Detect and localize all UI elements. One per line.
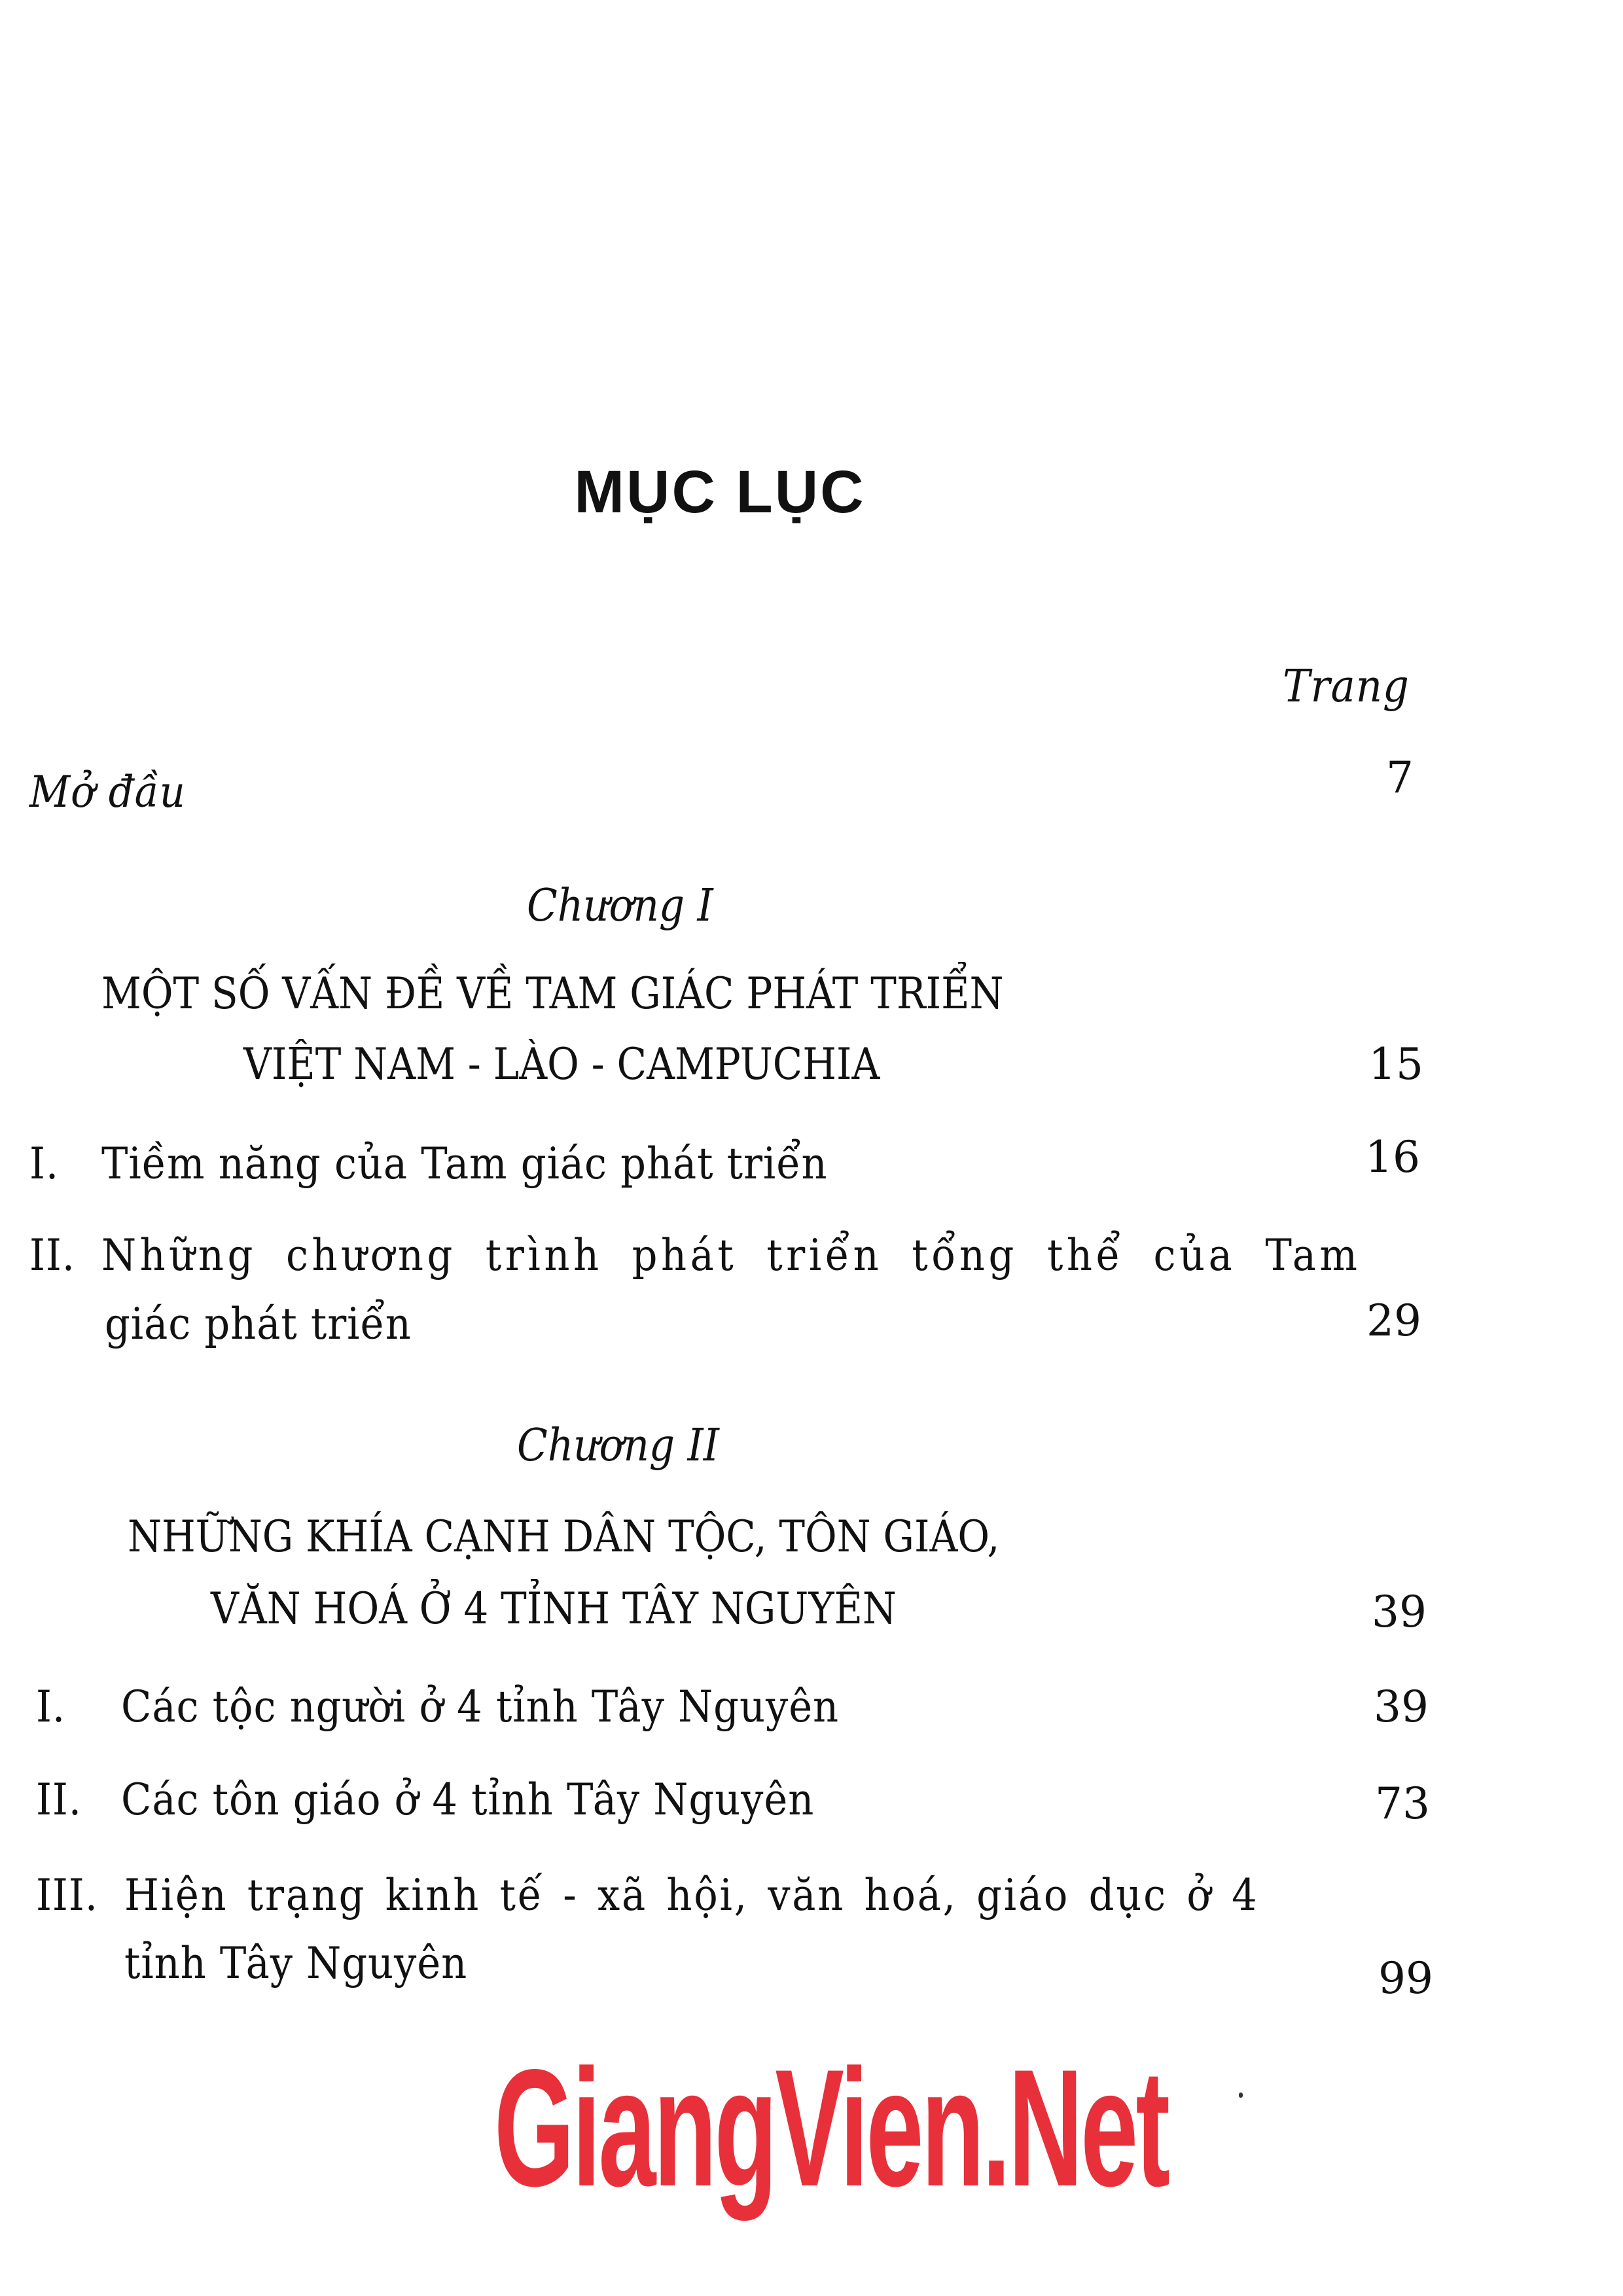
- toc-page-number: 99: [1378, 1953, 1433, 2004]
- chapter-heading-line: VIỆT NAM - LÀO - CAMPUCHIA: [243, 1039, 880, 1089]
- section-title: Các tộc người ở 4 tỉnh Tây Nguyên: [121, 1682, 840, 1732]
- chapter-label: Chương II: [517, 1420, 719, 1472]
- section-numeral: I.: [29, 1139, 60, 1189]
- section-title-continued: tỉnh Tây Nguyên: [124, 1938, 468, 1988]
- scan-speck: [1239, 2093, 1243, 2098]
- chapter-heading-line: MỘT SỐ VẤN ĐỀ VỀ TAM GIÁC PHÁT TRIỂN: [101, 968, 1004, 1019]
- chapter-heading-line: NHỮNG KHÍA CẠNH DÂN TỘC, TÔN GIÁO,: [128, 1511, 1000, 1562]
- toc-entry-label: Mở đầu: [29, 767, 186, 817]
- page-column-header: Trang: [1283, 661, 1410, 713]
- section-numeral: III.: [36, 1870, 98, 1920]
- section-numeral: II.: [36, 1775, 82, 1825]
- section-title: Các tôn giáo ở 4 tỉnh Tây Nguyên: [121, 1775, 815, 1825]
- section-title-continued: giác phát triển: [105, 1299, 412, 1349]
- toc-page-number: 39: [1372, 1587, 1427, 1637]
- section-title: Hiện trạng kinh tế - xã hội, văn hoá, giáo dục ở 4: [124, 1870, 1259, 1920]
- section-title: Những chương trình phát triển tổng thể của Tam: [101, 1230, 1361, 1280]
- toc-page-number: 73: [1375, 1778, 1430, 1829]
- toc-page-number: 29: [1366, 1296, 1421, 1346]
- watermark-logo: GiangVien.Net: [494, 2035, 1168, 2221]
- toc-page-number: 39: [1374, 1682, 1429, 1732]
- section-title: Tiềm năng của Tam giác phát triển: [101, 1139, 828, 1189]
- toc-page-number: 16: [1365, 1132, 1420, 1182]
- chapter-heading-line: VĂN HOÁ Ở 4 TỈNH TÂY NGUYÊN: [211, 1583, 897, 1634]
- page-title: MỤC LỤC: [574, 459, 866, 525]
- chapter-label: Chương I: [527, 880, 713, 932]
- section-numeral: I.: [36, 1682, 66, 1732]
- toc-page-number: 15: [1368, 1039, 1423, 1089]
- toc-page-number: 7: [1386, 752, 1414, 803]
- section-numeral: II.: [29, 1230, 76, 1280]
